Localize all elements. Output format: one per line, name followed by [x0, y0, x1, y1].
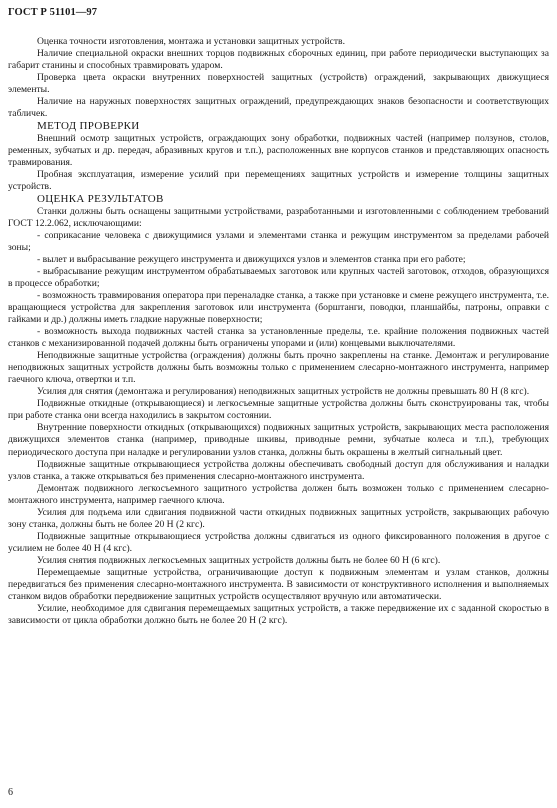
paragraph: Внутренние поверхности откидных (открывающихся) подвижных защитных устройств, закрывающих места расположения движущихся элементов станка (например, приводные шкивы, приводные ремни, зубчатые колеса и т.п.), требующих периодического доступа при наладке и регулировании узлов станка, должны быть окрашены в желтый сигнальный цвет.: [8, 422, 549, 458]
paragraph: - вылет и выбрасывание режущего инструмента и движущихся узлов и элементов станка при его работе;: [37, 253, 466, 265]
paragraph: - возможность выхода подвижных частей станка за установленные пределы, т.е. крайние положения подвижных частей станков с механизированной подачей должны быть ограничены упорами и (или) концевыми выключателями.: [8, 326, 549, 350]
page-number: 6: [8, 787, 13, 798]
section-heading: МЕТОД ПРОВЕРКИ: [37, 120, 140, 133]
paragraph: Перемещаемые защитные устройства, ограничивающие доступ к подвижным элементам и узлам станков, должны передвигаться без применения слесарно-монтажного инструмента. В зависимости от конструктивного исполнения и выполняемых станком видов обработки передвижение защитных устройств осуществляют вручную или автоматически.: [8, 566, 549, 603]
paragraph: Проверка цвета окраски внутренних поверхностей защитных (устройств) ограждений, закрывающих движущиеся элементы.: [8, 72, 549, 96]
paragraph: Подвижные защитные открывающиеся устройства должны обеспечивать свободный доступ для обслуживания и наладки узлов станка, а также открываться без применения слесарно-монтажного инструмента.: [8, 458, 549, 482]
paragraph: Подвижные откидные (открывающиеся) и легкосъемные защитные устройства должны быть сконструированы так, чтобы при работе станка они всегда находились в закрытом состоянии.: [8, 398, 549, 422]
paragraph: Наличие специальной окраски внешних торцов подвижных сборочных единиц, при работе периодически выступающих за габарит станины и способных травмировать ударом.: [8, 48, 549, 72]
paragraph: Пробная эксплуатация, измерение усилий при перемещениях защитных устройств и измерение толщины защитных устройств.: [8, 168, 549, 193]
paragraph: Усилия для снятия (демонтажа и регулирования) неподвижных защитных устройств не должны превышать 80 Н (8 кгс).: [37, 386, 530, 398]
paragraph: Усилие, необходимое для сдвигания перемещаемых защитных устройств, а также передвижение их с заданной скоростью в зависимости от цикла обработки должно быть не более 20 Н (2 кгс).: [8, 603, 549, 627]
paragraph: Неподвижные защитные устройства (ограждения) должны быть прочно закреплены на станке. Демонтаж и регулирование неподвижных защитных устройств должны быть возможны только с применением слесарно-монтажного инструмента, например гаечного ключа, отвертки и т.п.: [8, 350, 549, 386]
paragraph: Усилия для подъема или сдвигания подвижной части откидных подвижных защитных устройств, закрывающих рабочую зону станка, должны быть не более 20 Н (2 кгс).: [8, 506, 549, 530]
paragraph: Внешний осмотр защитных устройств, ограждающих зону обработки, подвижных частей (например ползунов, столов, ременных, зубчатых и др. передач, абразивных кругов и т.п.), расположенных вне корпусов станков и представляющих опасность травмирования.: [8, 132, 549, 168]
paragraph: - возможность травмирования оператора при переналадке станка, а также при установке и смене режущего инструмента, т.е. вращающиеся устройства для закрепления заготовок или инструмента (борштанги, поводки, планшайбы, патроны, оправки с гайками и др.) должны иметь гладкие наружные поверхности;: [8, 289, 549, 325]
paragraph: Демонтаж подвижного легкосъемного защитного устройства должен быть возможен только с применением слесарно-монтажного инструмента, например гаечного ключа.: [8, 482, 549, 506]
paragraph: Оценка точности изготовления, монтажа и установки защитных устройств.: [37, 36, 345, 47]
paragraph: Наличие на наружных поверхностях защитных ограждений, предупреждающих знаков безопасности и соответствующих табличек.: [8, 96, 549, 120]
paragraph: - соприкасание человека с движущимися узлами и элементами станка и режущим инструментом за пределами рабочей зоны;: [8, 229, 549, 253]
page-body: [8, 36, 549, 627]
page-header: ГОСТ Р 51101—97: [8, 7, 98, 18]
paragraph: Подвижные защитные открывающиеся устройства должны сдвигаться из одного фиксированного положения в другое с усилием не более 40 Н (4 кгс).: [8, 530, 549, 554]
section-heading: ОЦЕНКА РЕЗУЛЬТАТОВ: [37, 193, 164, 206]
paragraph: - выбрасывание режущим инструментом обрабатываемых заготовок или крупных частей заготовок, отходов, образующихся в процессе обработки;: [8, 265, 549, 289]
paragraph: Станки должны быть оснащены защитными устройствами, разработанными и изготовленными с соблюдением требований ГОСТ 12.2.062, исключающими:: [8, 205, 549, 229]
paragraph: Усилия снятия подвижных легкосъемных защитных устройств должны быть не более 60 Н (6 кгс).: [37, 554, 441, 566]
